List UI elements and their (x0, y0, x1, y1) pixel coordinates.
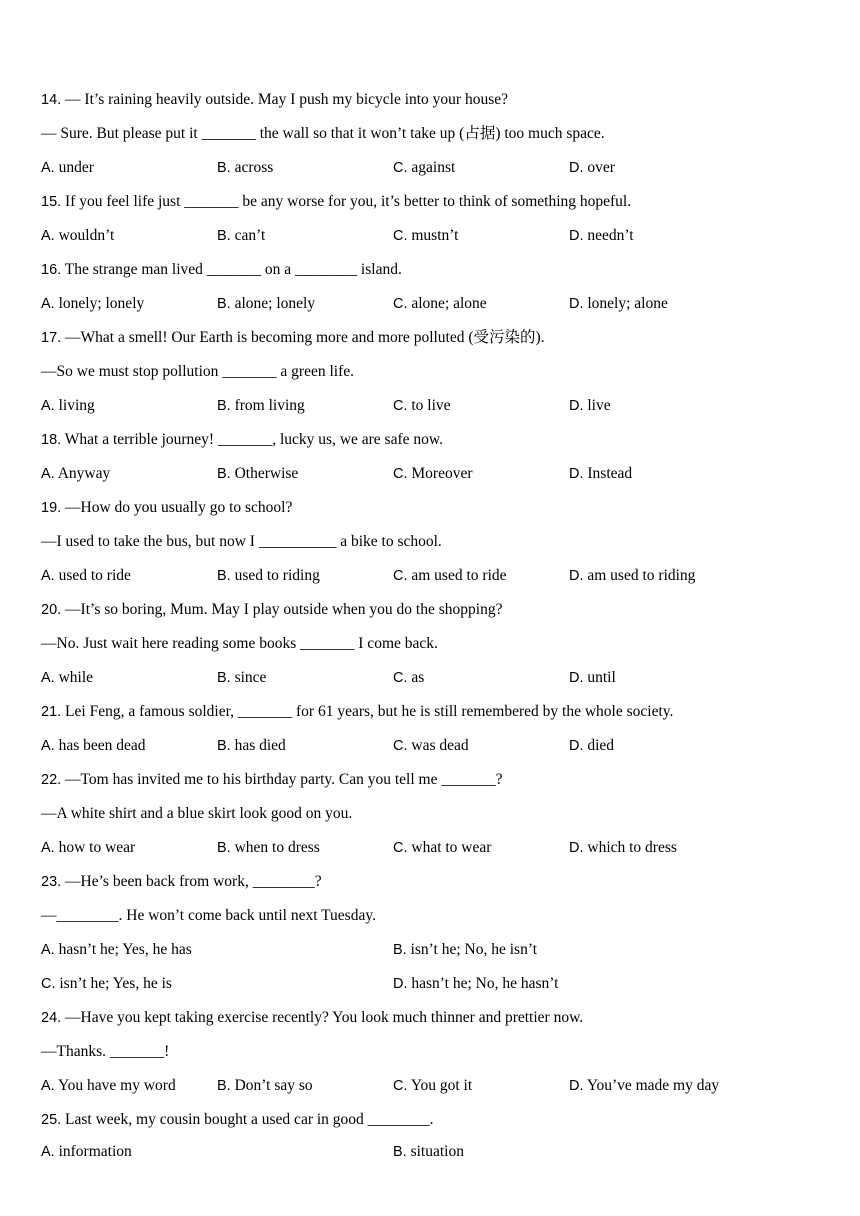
question-14-options (41, 156, 821, 190)
question-number: 14. (41, 92, 62, 108)
option-a[interactable]: A. under (41, 159, 94, 176)
question-17-options (41, 394, 821, 428)
option-a[interactable]: A. how to wear (41, 839, 136, 856)
question-18-options (41, 462, 821, 496)
question-14-reply (41, 122, 821, 156)
question-text: Lei Feng, a famous soldier, _______ for 61 years, but he is still remembered by the whole society. (61, 703, 674, 720)
question-number: 20. (41, 602, 62, 618)
question-23-stem (41, 870, 821, 904)
question-text: —I used to take the bus, but now I __________ a bike to school. (41, 533, 442, 550)
question-19-options (41, 564, 821, 598)
option-b[interactable]: B. Don’t say so (217, 1077, 313, 1094)
question-number: 18. (41, 432, 62, 448)
question-14-stem (41, 88, 821, 122)
option-b[interactable]: B. since (217, 669, 267, 686)
question-number: 21. (41, 704, 62, 720)
question-text: —What a smell! Our Earth is becoming more and more polluted (受污染的). (61, 329, 545, 346)
question-text: — Sure. But please put it _______ the wall so that it won’t take up (占据) too much space. (41, 125, 605, 142)
option-a[interactable]: A. information (41, 1143, 132, 1160)
option-d[interactable]: D. hasn’t he; No, he hasn’t (393, 975, 559, 992)
option-a[interactable]: A. living (41, 397, 95, 414)
option-c[interactable]: C. am used to ride (393, 567, 507, 584)
option-c[interactable]: C. mustn’t (393, 227, 459, 244)
option-b[interactable]: B. isn’t he; No, he isn’t (393, 941, 538, 958)
question-text: —No. Just wait here reading some books _______ I come back. (41, 635, 438, 652)
option-a[interactable]: A. used to ride (41, 567, 131, 584)
question-24-stem (41, 1006, 821, 1040)
question-text: —He’s been back from work, ________? (61, 873, 322, 890)
question-15-stem (41, 190, 821, 224)
question-16-stem (41, 258, 821, 292)
question-text: Last week, my cousin bought a used car in good ________. (61, 1111, 434, 1128)
question-22-reply (41, 802, 821, 836)
question-text: — It’s raining heavily outside. May I push my bicycle into your house? (61, 91, 509, 108)
option-d[interactable]: D. died (569, 737, 615, 754)
question-16-options (41, 292, 821, 326)
question-23-options-row-1 (41, 938, 821, 972)
option-a[interactable]: A. You have my word (41, 1077, 176, 1094)
option-c[interactable]: C. against (393, 159, 456, 176)
question-21-stem (41, 700, 821, 734)
option-c[interactable]: C. Moreover (393, 465, 473, 482)
question-number: 16. (41, 262, 62, 278)
option-a[interactable]: A. Anyway (41, 465, 111, 482)
option-a[interactable]: A. lonely; lonely (41, 295, 145, 312)
question-text: —Thanks. _______! (41, 1043, 170, 1060)
question-17-reply (41, 360, 821, 394)
option-b[interactable]: B. situation (393, 1143, 464, 1160)
question-23-reply (41, 904, 821, 938)
option-c[interactable]: C. isn’t he; Yes, he is (41, 975, 172, 992)
question-20-reply (41, 632, 821, 666)
option-a[interactable]: A. hasn’t he; Yes, he has (41, 941, 192, 958)
question-25-stem (41, 1108, 821, 1140)
question-19-reply (41, 530, 821, 564)
option-b[interactable]: B. alone; lonely (217, 295, 316, 312)
option-a[interactable]: A. has been dead (41, 737, 146, 754)
option-d[interactable]: D. live (569, 397, 611, 414)
question-text: If you feel life just _______ be any worse for you, it’s better to think of something hopeful. (61, 193, 632, 210)
option-b[interactable]: B. used to riding (217, 567, 320, 584)
question-number: 25. (41, 1112, 62, 1128)
option-b[interactable]: B. Otherwise (217, 465, 299, 482)
option-d[interactable]: D. am used to riding (569, 567, 696, 584)
question-19-stem (41, 496, 821, 530)
question-text: —________. He won’t come back until next Tuesday. (41, 907, 376, 924)
option-b[interactable]: B. can’t (217, 227, 266, 244)
question-20-stem (41, 598, 821, 632)
option-d[interactable]: D. needn’t (569, 227, 634, 244)
question-22-options (41, 836, 821, 870)
option-c[interactable]: C. as (393, 669, 425, 686)
question-23-options-row-2 (41, 972, 821, 1006)
question-24-reply (41, 1040, 821, 1074)
question-18-stem (41, 428, 821, 462)
question-text: —Tom has invited me to his birthday party. Can you tell me _______? (61, 771, 503, 788)
option-d[interactable]: D. until (569, 669, 616, 686)
question-22-stem (41, 768, 821, 802)
option-d[interactable]: D. Instead (569, 465, 633, 482)
option-c[interactable]: C. You got it (393, 1077, 473, 1094)
question-sheet (41, 88, 821, 1174)
question-number: 15. (41, 194, 62, 210)
question-number: 22. (41, 772, 62, 788)
option-c[interactable]: C. was dead (393, 737, 469, 754)
question-24-options (41, 1074, 821, 1108)
question-text: —A white shirt and a blue skirt look good on you. (41, 805, 353, 822)
question-number: 17. (41, 330, 62, 346)
question-number: 24. (41, 1010, 62, 1026)
question-21-options (41, 734, 821, 768)
option-a[interactable]: A. while (41, 669, 94, 686)
question-number: 23. (41, 874, 62, 890)
question-17-stem (41, 326, 821, 360)
option-c[interactable]: C. to live (393, 397, 451, 414)
option-b[interactable]: B. has died (217, 737, 286, 754)
question-text: —Have you kept taking exercise recently? You look much thinner and prettier now. (61, 1009, 584, 1026)
option-d[interactable]: D. which to dress (569, 839, 677, 856)
question-20-options (41, 666, 821, 700)
question-25-options (41, 1140, 821, 1174)
option-d[interactable]: D. lonely; alone (569, 295, 668, 312)
question-text: —How do you usually go to school? (61, 499, 293, 516)
option-a[interactable]: A. wouldn’t (41, 227, 115, 244)
question-text: The strange man lived _______ on a ________ island. (61, 261, 402, 278)
question-text: What a terrible journey! _______, lucky us, we are safe now. (61, 431, 443, 448)
question-text: —So we must stop pollution _______ a green life. (41, 363, 354, 380)
option-c[interactable]: C. what to wear (393, 839, 492, 856)
question-text: —It’s so boring, Mum. May I play outside when you do the shopping? (61, 601, 503, 618)
option-b[interactable]: B. across (217, 159, 274, 176)
option-b[interactable]: B. from living (217, 397, 305, 414)
question-number: 19. (41, 500, 62, 516)
option-c[interactable]: C. alone; alone (393, 295, 487, 312)
option-d[interactable]: D. You’ve made my day (569, 1077, 720, 1094)
option-d[interactable]: D. over (569, 159, 615, 176)
option-b[interactable]: B. when to dress (217, 839, 320, 856)
question-15-options (41, 224, 821, 258)
